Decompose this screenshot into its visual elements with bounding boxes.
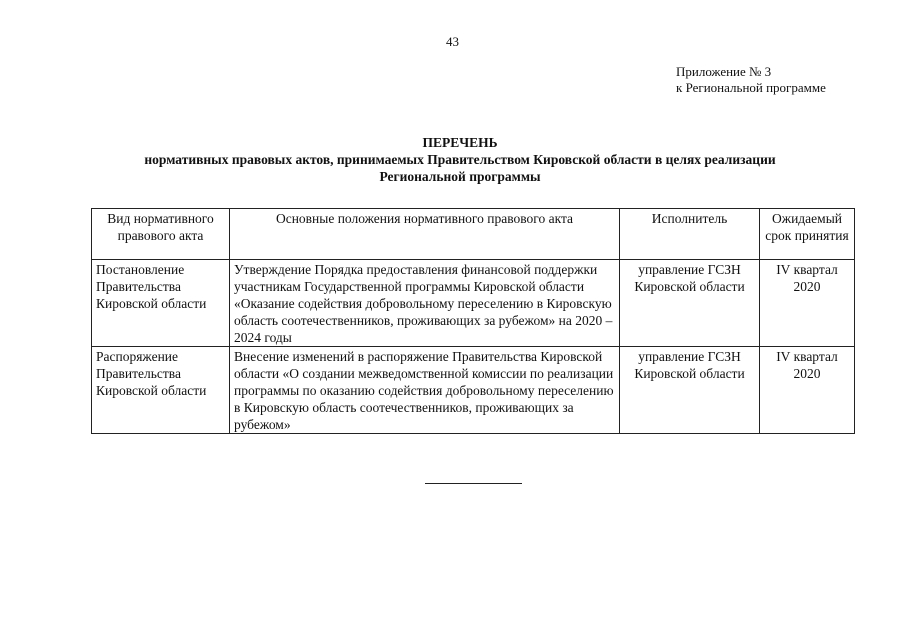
header-act-content: Основные положения нормативного правового акта — [230, 209, 620, 260]
header-deadline: Ожидаемый срок принятия — [760, 209, 855, 260]
end-divider — [425, 483, 522, 484]
cell-executor: управление ГСЗН Кировской области — [620, 260, 760, 347]
header-act-type: Вид нормативного правового акта — [92, 209, 230, 260]
acts-table — [91, 208, 855, 434]
table-row — [92, 260, 855, 347]
document-title — [40, 134, 880, 185]
table-header-row — [92, 209, 855, 260]
appendix-line-1: Приложение № 3 — [676, 64, 772, 79]
cell-act-content: Внесение изменений в распоряжение Правительства Кировской области «О создании межведомственной комиссии по реализации программы по оказанию содействия добровольному переселению в Кировскую область соотечественников, проживающих за рубежом» — [230, 347, 620, 434]
appendix-line-2: к Региональной программе — [676, 80, 826, 95]
appendix-note — [676, 64, 826, 96]
cell-deadline: IV квартал 2020 — [760, 347, 855, 434]
page-number: 43 — [446, 34, 459, 49]
title-line-2: Региональной программы — [379, 169, 541, 184]
title-heading: ПЕРЕЧЕНЬ — [422, 135, 498, 150]
cell-act-type: Постановление Правительства Кировской области — [92, 260, 230, 347]
table-row — [92, 347, 855, 434]
cell-executor: управление ГСЗН Кировской области — [620, 347, 760, 434]
cell-deadline: IV квартал 2020 — [760, 260, 855, 347]
title-line-1: нормативных правовых актов, принимаемых Правительством Кировской области в целях реализации — [144, 152, 776, 167]
cell-act-content: Утверждение Порядка предоставления финансовой поддержки участникам Государственной программы Кировской области «Оказание содействия добровольному переселению в Кировскую область соотечественников, проживающих за рубежом» на 2020 – 2024 годы — [230, 260, 620, 347]
cell-act-type: Распоряжение Правительства Кировской области — [92, 347, 230, 434]
header-executor: Исполнитель — [620, 209, 760, 260]
